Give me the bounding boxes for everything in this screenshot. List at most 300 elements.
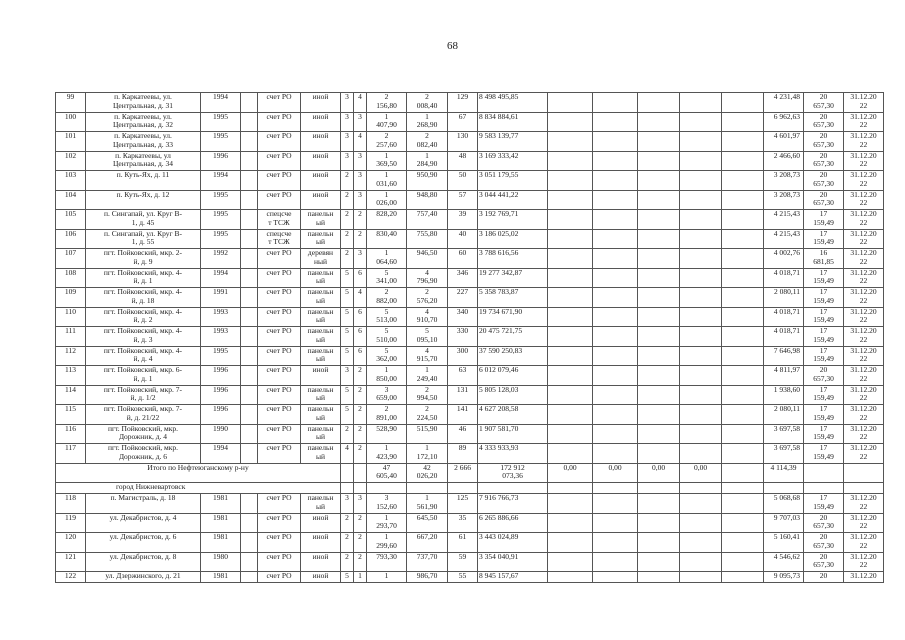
cell-addr: п. Куть-Ях, д. 12: [86, 190, 201, 210]
cell-res: 60: [448, 249, 478, 269]
cell-res: 346: [448, 268, 478, 288]
cell-e2: [593, 424, 638, 444]
table-row: [56, 151, 884, 171]
cell-year: 1994: [201, 171, 241, 191]
cell-n: 119: [56, 513, 86, 533]
cell-e5: [722, 424, 764, 444]
cell-a2: 2 994,50: [407, 385, 448, 405]
cell-a1: 1 850,00: [367, 366, 407, 386]
cell-sum: 19 734 671,90: [478, 307, 548, 327]
cell-en: 4: [354, 288, 367, 308]
cell-date: 31.12.20 22: [844, 288, 884, 308]
cell-year: 1980: [201, 552, 241, 572]
cell-cost: 1 938,60: [764, 385, 804, 405]
cell-e5: [722, 444, 764, 464]
cell-e3: [638, 494, 680, 514]
blank-cell: [241, 93, 258, 113]
cell-a1: 828,20: [367, 210, 407, 230]
cell-year: 1993: [201, 327, 241, 347]
cell-a1: 3 659,00: [367, 385, 407, 405]
cell-date: 31.12.20 22: [844, 346, 884, 366]
cell-acct: спецсче т ТСЖ: [258, 229, 301, 249]
cell-acct: счет РО: [258, 249, 301, 269]
cell-date: 31.12.20 22: [844, 249, 884, 269]
cell-a1: 5 362,00: [367, 346, 407, 366]
cell-mat: иной: [301, 132, 341, 152]
cell-e4: [680, 533, 722, 553]
cell-e2: [593, 171, 638, 191]
cell-n: 113: [56, 366, 86, 386]
cell-year: 1996: [201, 366, 241, 386]
cell-e5: [722, 93, 764, 113]
cell-mat: иной: [301, 112, 341, 132]
cell-e5: [722, 405, 764, 425]
cell-lim: 20 657,30: [804, 112, 844, 132]
cell-addr: ул. Декабристов, д. 4: [86, 513, 201, 533]
cell-fl: 3: [341, 112, 354, 132]
cell-e1: [548, 327, 593, 347]
cell-en: 4: [354, 93, 367, 113]
cell-e4: [680, 229, 722, 249]
cell-e2: [593, 112, 638, 132]
table-row: [56, 385, 884, 405]
cell-sum: 3 443 024,89: [478, 533, 548, 553]
cell-cost: 3 697,58: [764, 444, 804, 464]
cell-en: 2: [354, 210, 367, 230]
summary-extra-4: 0,00: [680, 463, 722, 483]
cell-n: 100: [56, 112, 86, 132]
cell-acct: счет РО: [258, 151, 301, 171]
cell-n: 122: [56, 572, 86, 583]
blank-cell: [241, 112, 258, 132]
cell-year: 1981: [201, 533, 241, 553]
blank-cell: [241, 552, 258, 572]
cell-acct: счет РО: [258, 533, 301, 553]
cell-date: 31.12.20 22: [844, 268, 884, 288]
cell-lim: 17 159,49: [804, 385, 844, 405]
cell-lim: 20 657,30: [804, 190, 844, 210]
cell-lim: 20 657,30: [804, 171, 844, 191]
cell-a1: 3 152,60: [367, 494, 407, 514]
cell-e5: [722, 151, 764, 171]
cell-year: 1996: [201, 151, 241, 171]
cell-a2: 4 910,70: [407, 307, 448, 327]
cell-date: 31.12.20 22: [844, 190, 884, 210]
table-row: [56, 210, 884, 230]
cell-mat: панельн ый: [301, 288, 341, 308]
cell-lim: 20 657,30: [804, 366, 844, 386]
cell-n: 108: [56, 268, 86, 288]
cell-e1: [548, 171, 593, 191]
cell-res: 227: [448, 288, 478, 308]
cell-sum: 9 583 139,77: [478, 132, 548, 152]
cell-cost: 4 215,43: [764, 210, 804, 230]
cell-sum: 8 945 157,67: [478, 572, 548, 583]
cell-lim: 17 159,49: [804, 229, 844, 249]
cell-date: 31.12.20 22: [844, 444, 884, 464]
cell-addr: пгт. Пойковский, мкр. 4- й, д. 2: [86, 307, 201, 327]
cell-addr: п. Каркатеевы, ул. Центральная, д. 33: [86, 132, 201, 152]
cell-res: 63: [448, 366, 478, 386]
cell-fl: 2: [341, 190, 354, 210]
cell-cost: 2 466,60: [764, 151, 804, 171]
cell-cost: 3 208,73: [764, 171, 804, 191]
cell-e4: [680, 288, 722, 308]
cell-lim: 20 657,30: [804, 533, 844, 553]
cell-e3: [638, 268, 680, 288]
cell-acct: счет РО: [258, 171, 301, 191]
cell-n: 102: [56, 151, 86, 171]
cell-en: 3: [354, 494, 367, 514]
cell-res: 141: [448, 405, 478, 425]
cell-addr: п. Сингапай, ул. Круг В- 1, д. 55: [86, 229, 201, 249]
cell-addr: пгт. Пойковский, мкр. 7- й, д. 21/22: [86, 405, 201, 425]
cell-lim: 16 681,85: [804, 249, 844, 269]
cell-en: 2: [354, 444, 367, 464]
cell-addr: пгт. Пойковский, мкр. Дорожник, д. 6: [86, 444, 201, 464]
blank-cell: [241, 533, 258, 553]
cell-cost: 4 231,48: [764, 93, 804, 113]
cell-year: 1996: [201, 385, 241, 405]
cell-fl: 3: [341, 366, 354, 386]
cell-a1: 2 257,60: [367, 132, 407, 152]
page-number: 68: [447, 40, 458, 52]
cell-e2: [593, 327, 638, 347]
cell-res: 46: [448, 424, 478, 444]
cell-mat: панельн ый: [301, 346, 341, 366]
cell-date: 31.12.20 22: [844, 513, 884, 533]
table-row: [56, 288, 884, 308]
cell-e5: [722, 572, 764, 583]
cell-fl: 5: [341, 268, 354, 288]
cell-res: 59: [448, 552, 478, 572]
cell-year: 1995: [201, 132, 241, 152]
cell-en: 4: [354, 132, 367, 152]
cell-date: 31.12.20 22: [844, 385, 884, 405]
cell-fl: 5: [341, 346, 354, 366]
cell-a2: 1 172,10: [407, 444, 448, 464]
cell-e3: [638, 405, 680, 425]
cell-cost: 9 707,03: [764, 513, 804, 533]
cell-e4: [680, 249, 722, 269]
cell-e3: [638, 385, 680, 405]
cell-acct: счет РО: [258, 288, 301, 308]
cell-a1: 793,30: [367, 552, 407, 572]
cell-en: 6: [354, 346, 367, 366]
cell-a2: 948,80: [407, 190, 448, 210]
cell-sum: 7 916 766,73: [478, 494, 548, 514]
cell-lim: 17 159,49: [804, 307, 844, 327]
blank-cell: [241, 249, 258, 269]
cell-mat: иной: [301, 171, 341, 191]
cell-e4: [680, 132, 722, 152]
cell-e4: [680, 112, 722, 132]
cell-e1: [548, 572, 593, 583]
cell-sum: 3 044 441,22: [478, 190, 548, 210]
table-row: [56, 424, 884, 444]
cell-a1: 830,40: [367, 229, 407, 249]
cell-res: 57: [448, 190, 478, 210]
cell-en: 6: [354, 327, 367, 347]
blank-cell: [241, 229, 258, 249]
cell-fl: 2: [341, 229, 354, 249]
cell-date: 31.12.20: [844, 572, 884, 583]
cell-cost: 4 215,43: [764, 229, 804, 249]
cell-e1: [548, 112, 593, 132]
summary-label: Итого по Нефтеюганскому р-ну: [56, 463, 341, 483]
cell-n: 107: [56, 249, 86, 269]
summary-extra-2: 0,00: [593, 463, 638, 483]
cell-en: 6: [354, 268, 367, 288]
cell-sum: 3 354 040,91: [478, 552, 548, 572]
cell-addr: п. Магистраль, д. 18: [86, 494, 201, 514]
blank-cell: [241, 366, 258, 386]
table-row: [56, 346, 884, 366]
cell-addr: пгт. Пойковский, мкр. 7- й, д. 1/2: [86, 385, 201, 405]
cell-mat: панельн ый: [301, 307, 341, 327]
cell-date: 31.12.20 22: [844, 93, 884, 113]
cell-e1: [548, 552, 593, 572]
cell-e2: [593, 288, 638, 308]
cell-e3: [638, 424, 680, 444]
table-row: [56, 327, 884, 347]
cell-a1: 5 513,00: [367, 307, 407, 327]
summary-residents: 2 666: [448, 463, 478, 483]
section-title: город Нижневартовск: [56, 483, 341, 494]
summary-area-total: 47 605,40: [367, 463, 407, 483]
cell-e3: [638, 572, 680, 583]
cell-cost: 2 080,11: [764, 288, 804, 308]
cell-year: 1995: [201, 229, 241, 249]
cell-e2: [593, 346, 638, 366]
cell-fl: 2: [341, 171, 354, 191]
cell-lim: 20: [804, 572, 844, 583]
cell-a2: 950,90: [407, 171, 448, 191]
cell-fl: 2: [341, 533, 354, 553]
cell-a2: 2 224,50: [407, 405, 448, 425]
cell-lim: 20 657,30: [804, 513, 844, 533]
cell-year: 1995: [201, 210, 241, 230]
summary-sum: 172 912 073,36: [478, 463, 548, 483]
cell-acct: счет РО: [258, 444, 301, 464]
cell-cost: 2 080,11: [764, 405, 804, 425]
cell-e1: [548, 249, 593, 269]
cell-a2: 645,50: [407, 513, 448, 533]
cell-sum: 5 358 783,87: [478, 288, 548, 308]
cell-e4: [680, 405, 722, 425]
cell-e5: [722, 552, 764, 572]
cell-addr: пгт. Пойковский, мкр. 4- й, д. 1: [86, 268, 201, 288]
cell-a1: 2 882,00: [367, 288, 407, 308]
cell-e1: [548, 288, 593, 308]
cell-addr: ул. Декабристов, д. 8: [86, 552, 201, 572]
cell-en: 2: [354, 385, 367, 405]
cell-mat: иной: [301, 93, 341, 113]
cell-fl: 5: [341, 405, 354, 425]
cell-en: 6: [354, 307, 367, 327]
cell-addr: п. Сингапай, ул. Круг В- 1, д. 45: [86, 210, 201, 230]
cell-e1: [548, 190, 593, 210]
cell-e2: [593, 210, 638, 230]
cell-a1: 1 407,90: [367, 112, 407, 132]
blank-cell: [241, 444, 258, 464]
cell-res: 125: [448, 494, 478, 514]
cell-res: 50: [448, 171, 478, 191]
cell-a1: 1 064,60: [367, 249, 407, 269]
table-row: [56, 112, 884, 132]
cell-e4: [680, 93, 722, 113]
cell-date: 31.12.20 22: [844, 132, 884, 152]
cell-acct: счет РО: [258, 405, 301, 425]
cell-lim: 20 657,30: [804, 132, 844, 152]
cell-addr: п. Каркатеевы, ул Центральная, д. 34: [86, 151, 201, 171]
cell-e3: [638, 112, 680, 132]
summary-cost: 4 114,39: [764, 463, 804, 483]
blank-cell: [241, 346, 258, 366]
cell-mat: панельн ый: [301, 494, 341, 514]
cell-acct: счет РО: [258, 572, 301, 583]
summary-area-living: 42 026,20: [407, 463, 448, 483]
cell-sum: 3 051 179,55: [478, 171, 548, 191]
cell-a1: 5 341,00: [367, 268, 407, 288]
cell-year: 1994: [201, 444, 241, 464]
cell-mat: панельн ый: [301, 444, 341, 464]
cell-e3: [638, 307, 680, 327]
cell-e2: [593, 494, 638, 514]
cell-en: 2: [354, 229, 367, 249]
cell-fl: 3: [341, 494, 354, 514]
cell-res: 40: [448, 229, 478, 249]
cell-e4: [680, 494, 722, 514]
blank-cell: [241, 494, 258, 514]
cell-addr: п. Каркатеевы, ул. Центральная, д. 31: [86, 93, 201, 113]
blank-cell: [241, 385, 258, 405]
cell-cost: 3 697,58: [764, 424, 804, 444]
cell-mat: панельн ый: [301, 424, 341, 444]
cell-a2: 986,70: [407, 572, 448, 583]
table-row: [56, 307, 884, 327]
cell-sum: 3 788 616,56: [478, 249, 548, 269]
cell-mat: иной: [301, 151, 341, 171]
cell-n: 103: [56, 171, 86, 191]
cell-year: 1991: [201, 288, 241, 308]
table-row: [56, 533, 884, 553]
cell-n: 101: [56, 132, 86, 152]
cell-addr: пгт. Пойковский, мкр. 2- й, д. 9: [86, 249, 201, 269]
cell-a2: 4 796,90: [407, 268, 448, 288]
cell-year: 1992: [201, 249, 241, 269]
cell-n: 110: [56, 307, 86, 327]
cell-n: 118: [56, 494, 86, 514]
cell-acct: счет РО: [258, 424, 301, 444]
cell-e3: [638, 229, 680, 249]
cell-e3: [638, 366, 680, 386]
cell-a2: 1 268,90: [407, 112, 448, 132]
cell-date: 31.12.20 22: [844, 112, 884, 132]
cell-mat: панельн ый: [301, 385, 341, 405]
cell-e2: [593, 533, 638, 553]
cell-sum: 5 805 128,03: [478, 385, 548, 405]
cell-a1: 2 891,00: [367, 405, 407, 425]
cell-mat: иной: [301, 366, 341, 386]
table-row: [56, 405, 884, 425]
cell-e3: [638, 513, 680, 533]
cell-acct: счет РО: [258, 327, 301, 347]
cell-e2: [593, 444, 638, 464]
cell-a2: 757,40: [407, 210, 448, 230]
cell-n: 109: [56, 288, 86, 308]
cell-res: 35: [448, 513, 478, 533]
cell-year: 1995: [201, 190, 241, 210]
table-row: [56, 229, 884, 249]
blank-cell: [241, 171, 258, 191]
cell-n: 120: [56, 533, 86, 553]
cell-acct: счет РО: [258, 346, 301, 366]
cell-e5: [722, 385, 764, 405]
cell-a2: 1 284,90: [407, 151, 448, 171]
cell-a2: 2 008,40: [407, 93, 448, 113]
cell-res: 330: [448, 327, 478, 347]
cell-e5: [722, 190, 764, 210]
cell-a2: 515,90: [407, 424, 448, 444]
cell-cost: 4 546,62: [764, 552, 804, 572]
cell-sum: 20 475 721,75: [478, 327, 548, 347]
cell-a2: 1 561,90: [407, 494, 448, 514]
cell-lim: 20 657,30: [804, 93, 844, 113]
cell-en: 3: [354, 112, 367, 132]
blank-cell: [241, 210, 258, 230]
cell-n: 104: [56, 190, 86, 210]
cell-e1: [548, 132, 593, 152]
cell-e4: [680, 151, 722, 171]
cell-a1: 1 299,60: [367, 533, 407, 553]
cell-e4: [680, 385, 722, 405]
cell-e2: [593, 307, 638, 327]
cell-n: 117: [56, 444, 86, 464]
cell-e5: [722, 327, 764, 347]
blank-cell: [241, 513, 258, 533]
cell-n: 121: [56, 552, 86, 572]
cell-e3: [638, 151, 680, 171]
cell-e5: [722, 268, 764, 288]
cell-e2: [593, 572, 638, 583]
cell-cost: 4 018,71: [764, 307, 804, 327]
summary-row: [56, 463, 884, 483]
cell-res: 61: [448, 533, 478, 553]
cell-e5: [722, 346, 764, 366]
cell-a2: 946,50: [407, 249, 448, 269]
cell-e1: [548, 93, 593, 113]
cell-e3: [638, 552, 680, 572]
cell-a2: 2 082,40: [407, 132, 448, 152]
cell-e4: [680, 366, 722, 386]
cell-date: 31.12.20 22: [844, 171, 884, 191]
cell-acct: счет РО: [258, 190, 301, 210]
cell-e2: [593, 151, 638, 171]
cell-e5: [722, 307, 764, 327]
cell-acct: счет РО: [258, 552, 301, 572]
cell-cost: 4 811,97: [764, 366, 804, 386]
cell-sum: 4 627 208,58: [478, 405, 548, 425]
cell-cost: 4 601,97: [764, 132, 804, 152]
cell-a2: 667,20: [407, 533, 448, 553]
cell-date: 31.12.20 22: [844, 210, 884, 230]
cell-acct: счет РО: [258, 268, 301, 288]
cell-e2: [593, 513, 638, 533]
cell-e3: [638, 444, 680, 464]
cell-e4: [680, 327, 722, 347]
blank-cell: [241, 424, 258, 444]
